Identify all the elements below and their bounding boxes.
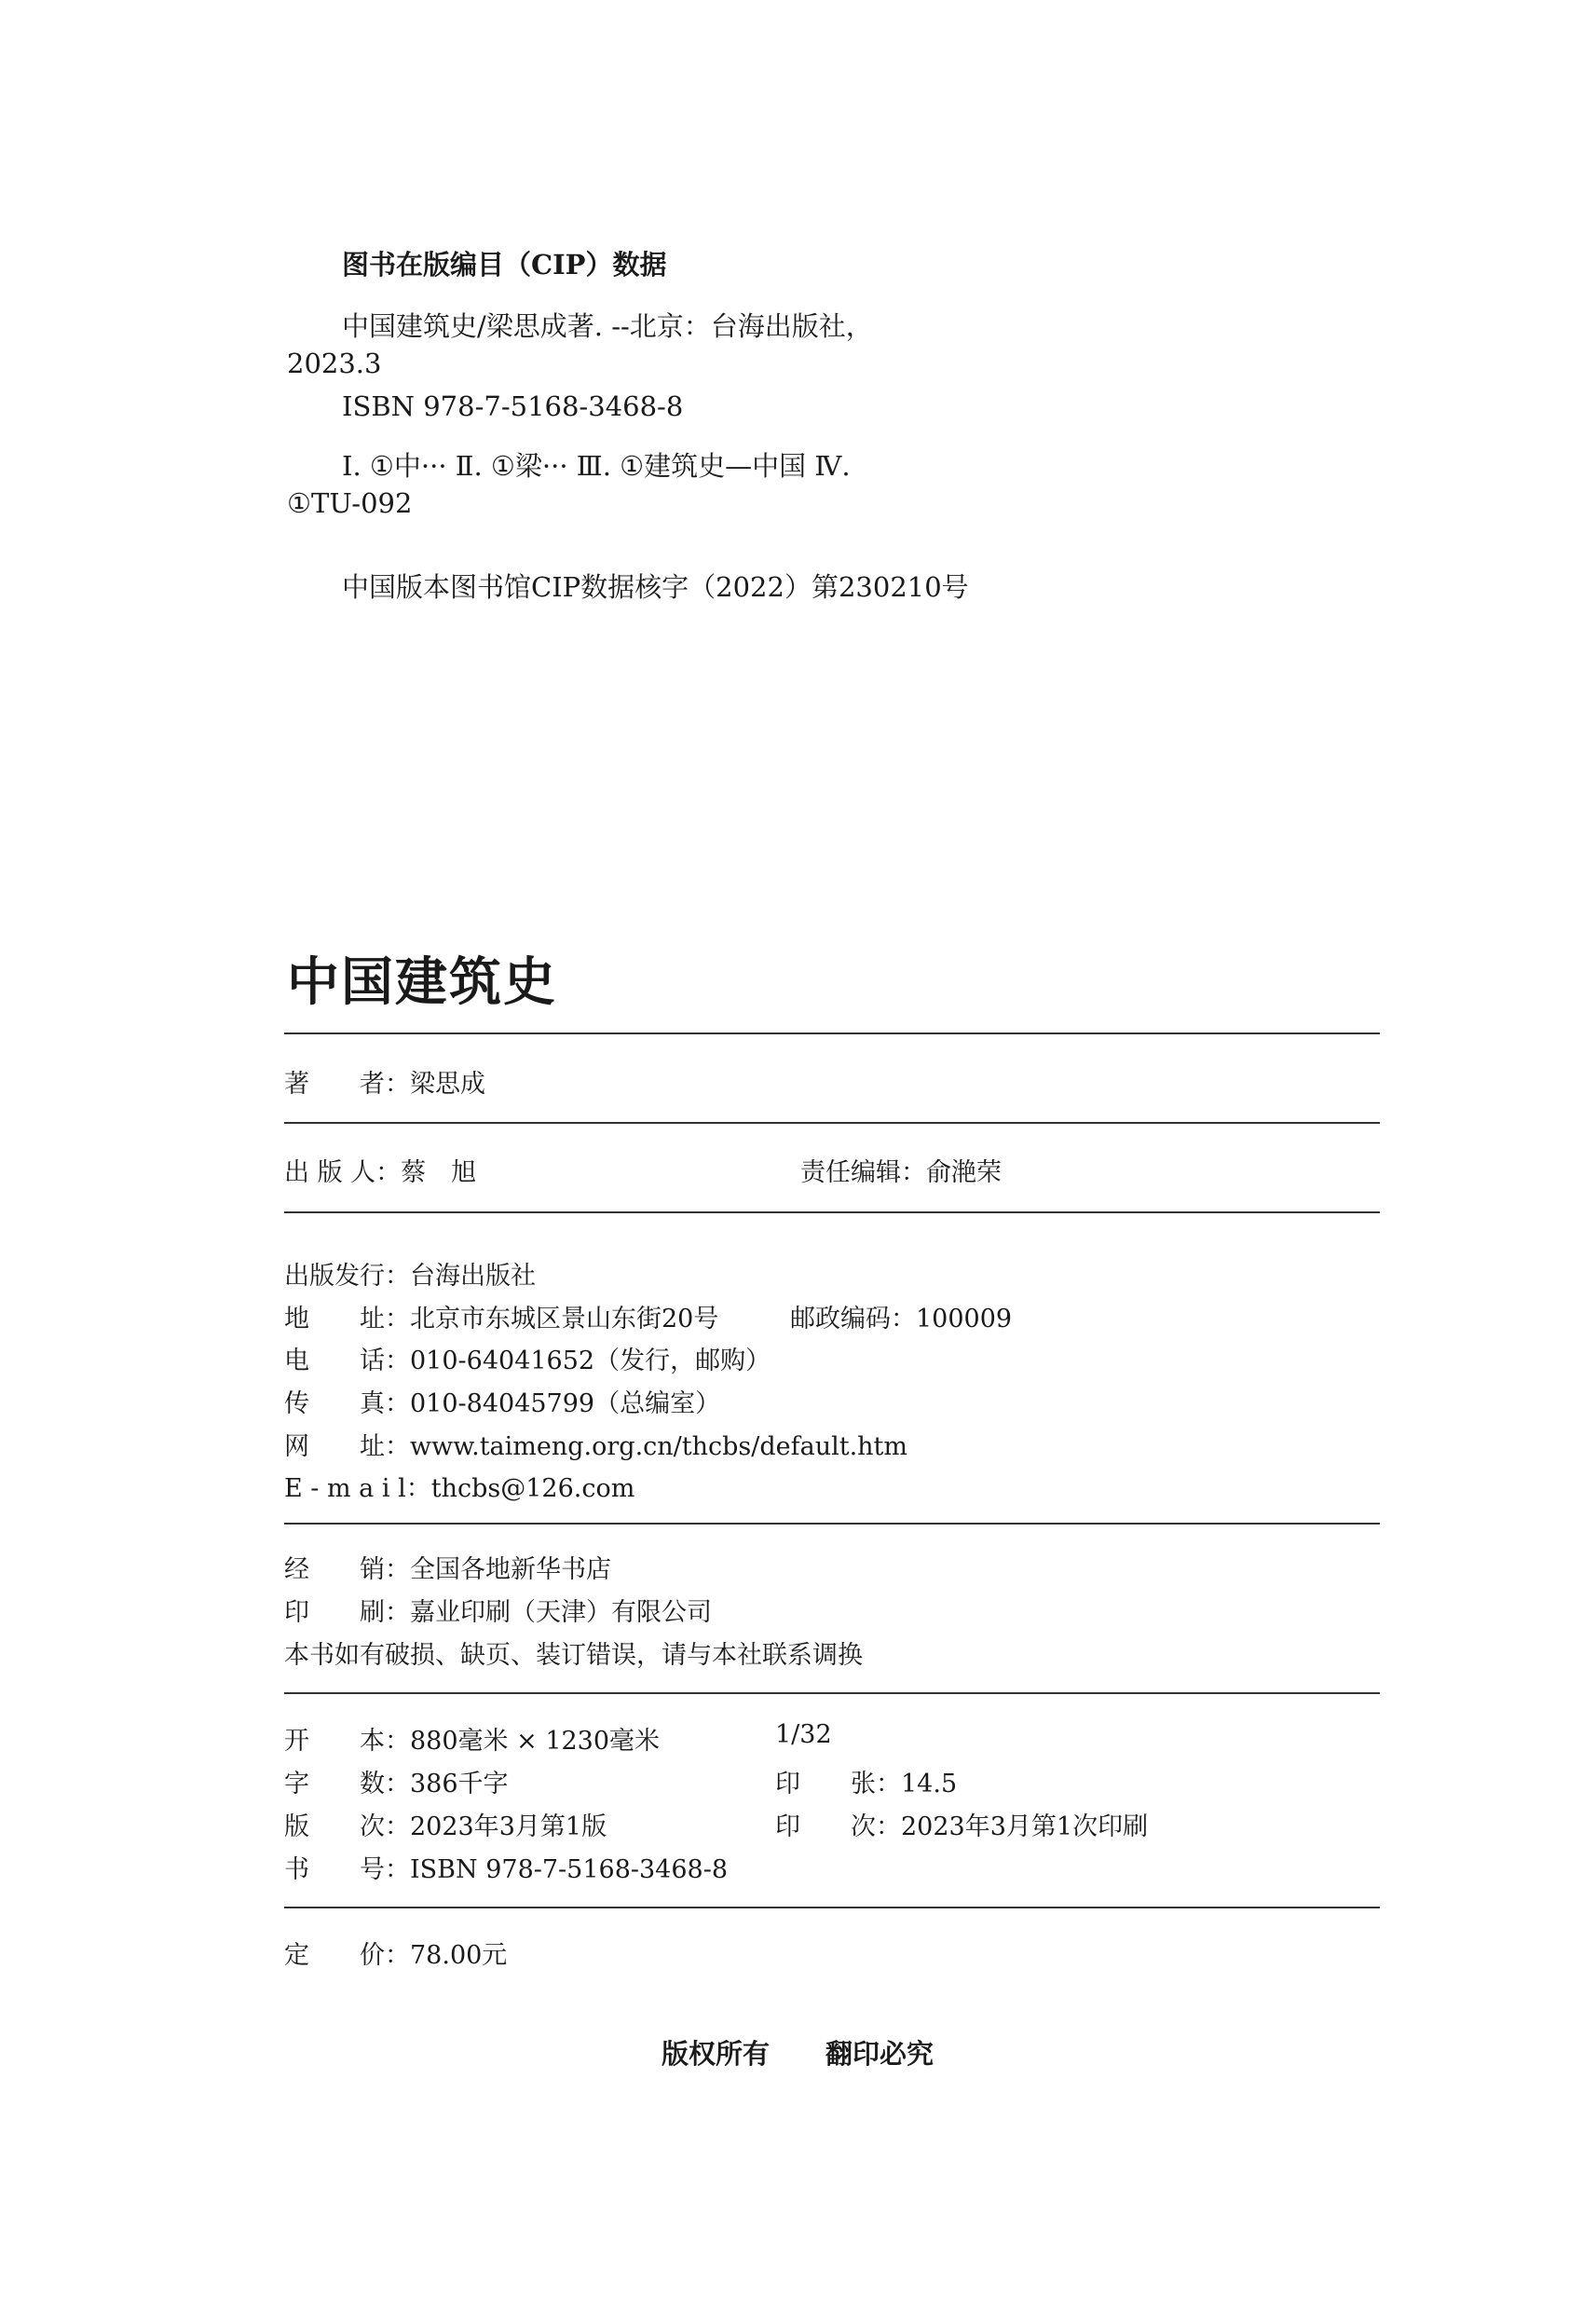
format-fraction: 1/32 — [775, 1720, 832, 1749]
book-number-row — [284, 1849, 728, 1885]
no-reprint: 翻印必究 — [825, 2038, 934, 2070]
publisher-person-label: 出 版 人： — [284, 1158, 402, 1187]
publisher-person-row — [284, 1152, 476, 1188]
publisher-person-value: 蔡 旭 — [401, 1158, 477, 1187]
words-label: 字 数： — [284, 1770, 410, 1798]
printer-value: 嘉业印刷（天津）有限公司 — [410, 1598, 712, 1627]
printing-value: 2023年3月第1次印刷 — [901, 1812, 1149, 1841]
price-value: 78.00元 — [410, 1941, 508, 1970]
author-row — [284, 1063, 485, 1100]
cip-classification: Ⅰ. ①中··· Ⅱ. ①梁··· Ⅲ. ①建筑史—中国 Ⅳ. — [342, 450, 851, 482]
printing-row — [775, 1806, 1148, 1842]
publisher-label: 出版发行： — [284, 1262, 410, 1291]
sheets-label: 印 张： — [775, 1770, 901, 1798]
fax-row — [284, 1383, 720, 1419]
format-value: 880毫米 × 1230毫米 — [410, 1727, 661, 1756]
cip-isbn: ISBN 978-7-5168-3468-8 — [342, 390, 684, 422]
format-label: 开 本： — [284, 1727, 410, 1756]
cip-title-line-cont: 2023.3 — [287, 348, 382, 379]
divider — [284, 1032, 1380, 1034]
phone-row — [284, 1340, 771, 1376]
cip-classification-cont: ①TU-092 — [287, 487, 413, 519]
author-value: 梁思成 — [410, 1070, 485, 1099]
address-label: 地 址： — [284, 1305, 410, 1333]
phone-value: 010-64041652（发行，邮购） — [410, 1347, 771, 1375]
email-value[interactable]: thcbs@126.com — [430, 1474, 635, 1503]
book-number-label: 书 号： — [284, 1855, 410, 1884]
sheets-value: 14.5 — [901, 1770, 958, 1798]
edition-label: 版 次： — [284, 1812, 410, 1841]
price-label: 定 价： — [284, 1941, 410, 1970]
cip-heading: 图书在版编目（CIP）数据 — [342, 249, 667, 280]
website-label: 网 址： — [284, 1432, 410, 1461]
email-row — [284, 1468, 634, 1504]
editor-value: 俞滟荣 — [926, 1158, 1002, 1187]
cip-title-line: 中国建筑史/梁思成著. --北京：台海出版社， — [342, 310, 873, 342]
address-row — [284, 1298, 718, 1334]
format-row — [284, 1720, 660, 1757]
publisher-value: 台海出版社 — [410, 1262, 536, 1291]
editor-label: 责任编辑： — [800, 1158, 926, 1187]
printing-label: 印 次： — [775, 1812, 901, 1841]
seller-label: 经 销： — [284, 1555, 410, 1584]
seller-row — [284, 1549, 611, 1585]
price-row — [284, 1935, 507, 1971]
edition-value: 2023年3月第1版 — [410, 1812, 607, 1841]
divider — [284, 1523, 1380, 1525]
editor-row — [800, 1152, 1002, 1188]
author-label: 著 者： — [284, 1070, 410, 1099]
website-row — [284, 1426, 907, 1462]
words-row — [284, 1763, 509, 1799]
postcode-row — [790, 1298, 1012, 1334]
fax-label: 传 真： — [284, 1389, 410, 1418]
rights-reserved: 版权所有 — [662, 2038, 771, 2070]
publisher-row — [284, 1255, 536, 1292]
email-label: E - m a i l： — [284, 1474, 431, 1503]
divider — [284, 1122, 1380, 1124]
edition-row — [284, 1806, 607, 1842]
divider — [284, 1211, 1380, 1213]
divider — [284, 1907, 1380, 1908]
printer-row — [284, 1592, 712, 1628]
address-value: 北京市东城区景山东街20号 — [410, 1305, 719, 1333]
cip-number: 中国版本图书馆CIP数据核字（2022）第230210号 — [342, 571, 969, 603]
sheets-row — [775, 1763, 957, 1799]
fax-value: 010-84045799（总编室） — [410, 1389, 721, 1418]
postcode-label: 邮政编码： — [790, 1305, 916, 1333]
printer-label: 印 刷： — [284, 1598, 410, 1627]
words-value: 386千字 — [410, 1770, 509, 1798]
phone-label: 电 话： — [284, 1347, 410, 1375]
book-number-value: ISBN 978-7-5168-3468-8 — [410, 1855, 729, 1884]
book-title: 中国建筑史 — [287, 951, 557, 1013]
divider — [284, 1692, 1380, 1694]
postcode-value: 100009 — [916, 1305, 1013, 1333]
damage-notice: 本书如有破损、缺页、装订错误，请与本社联系调换 — [284, 1641, 863, 1670]
website-value[interactable]: www.taimeng.org.cn/thcbs/default.htm — [410, 1432, 908, 1461]
seller-value: 全国各地新华书店 — [410, 1555, 611, 1584]
